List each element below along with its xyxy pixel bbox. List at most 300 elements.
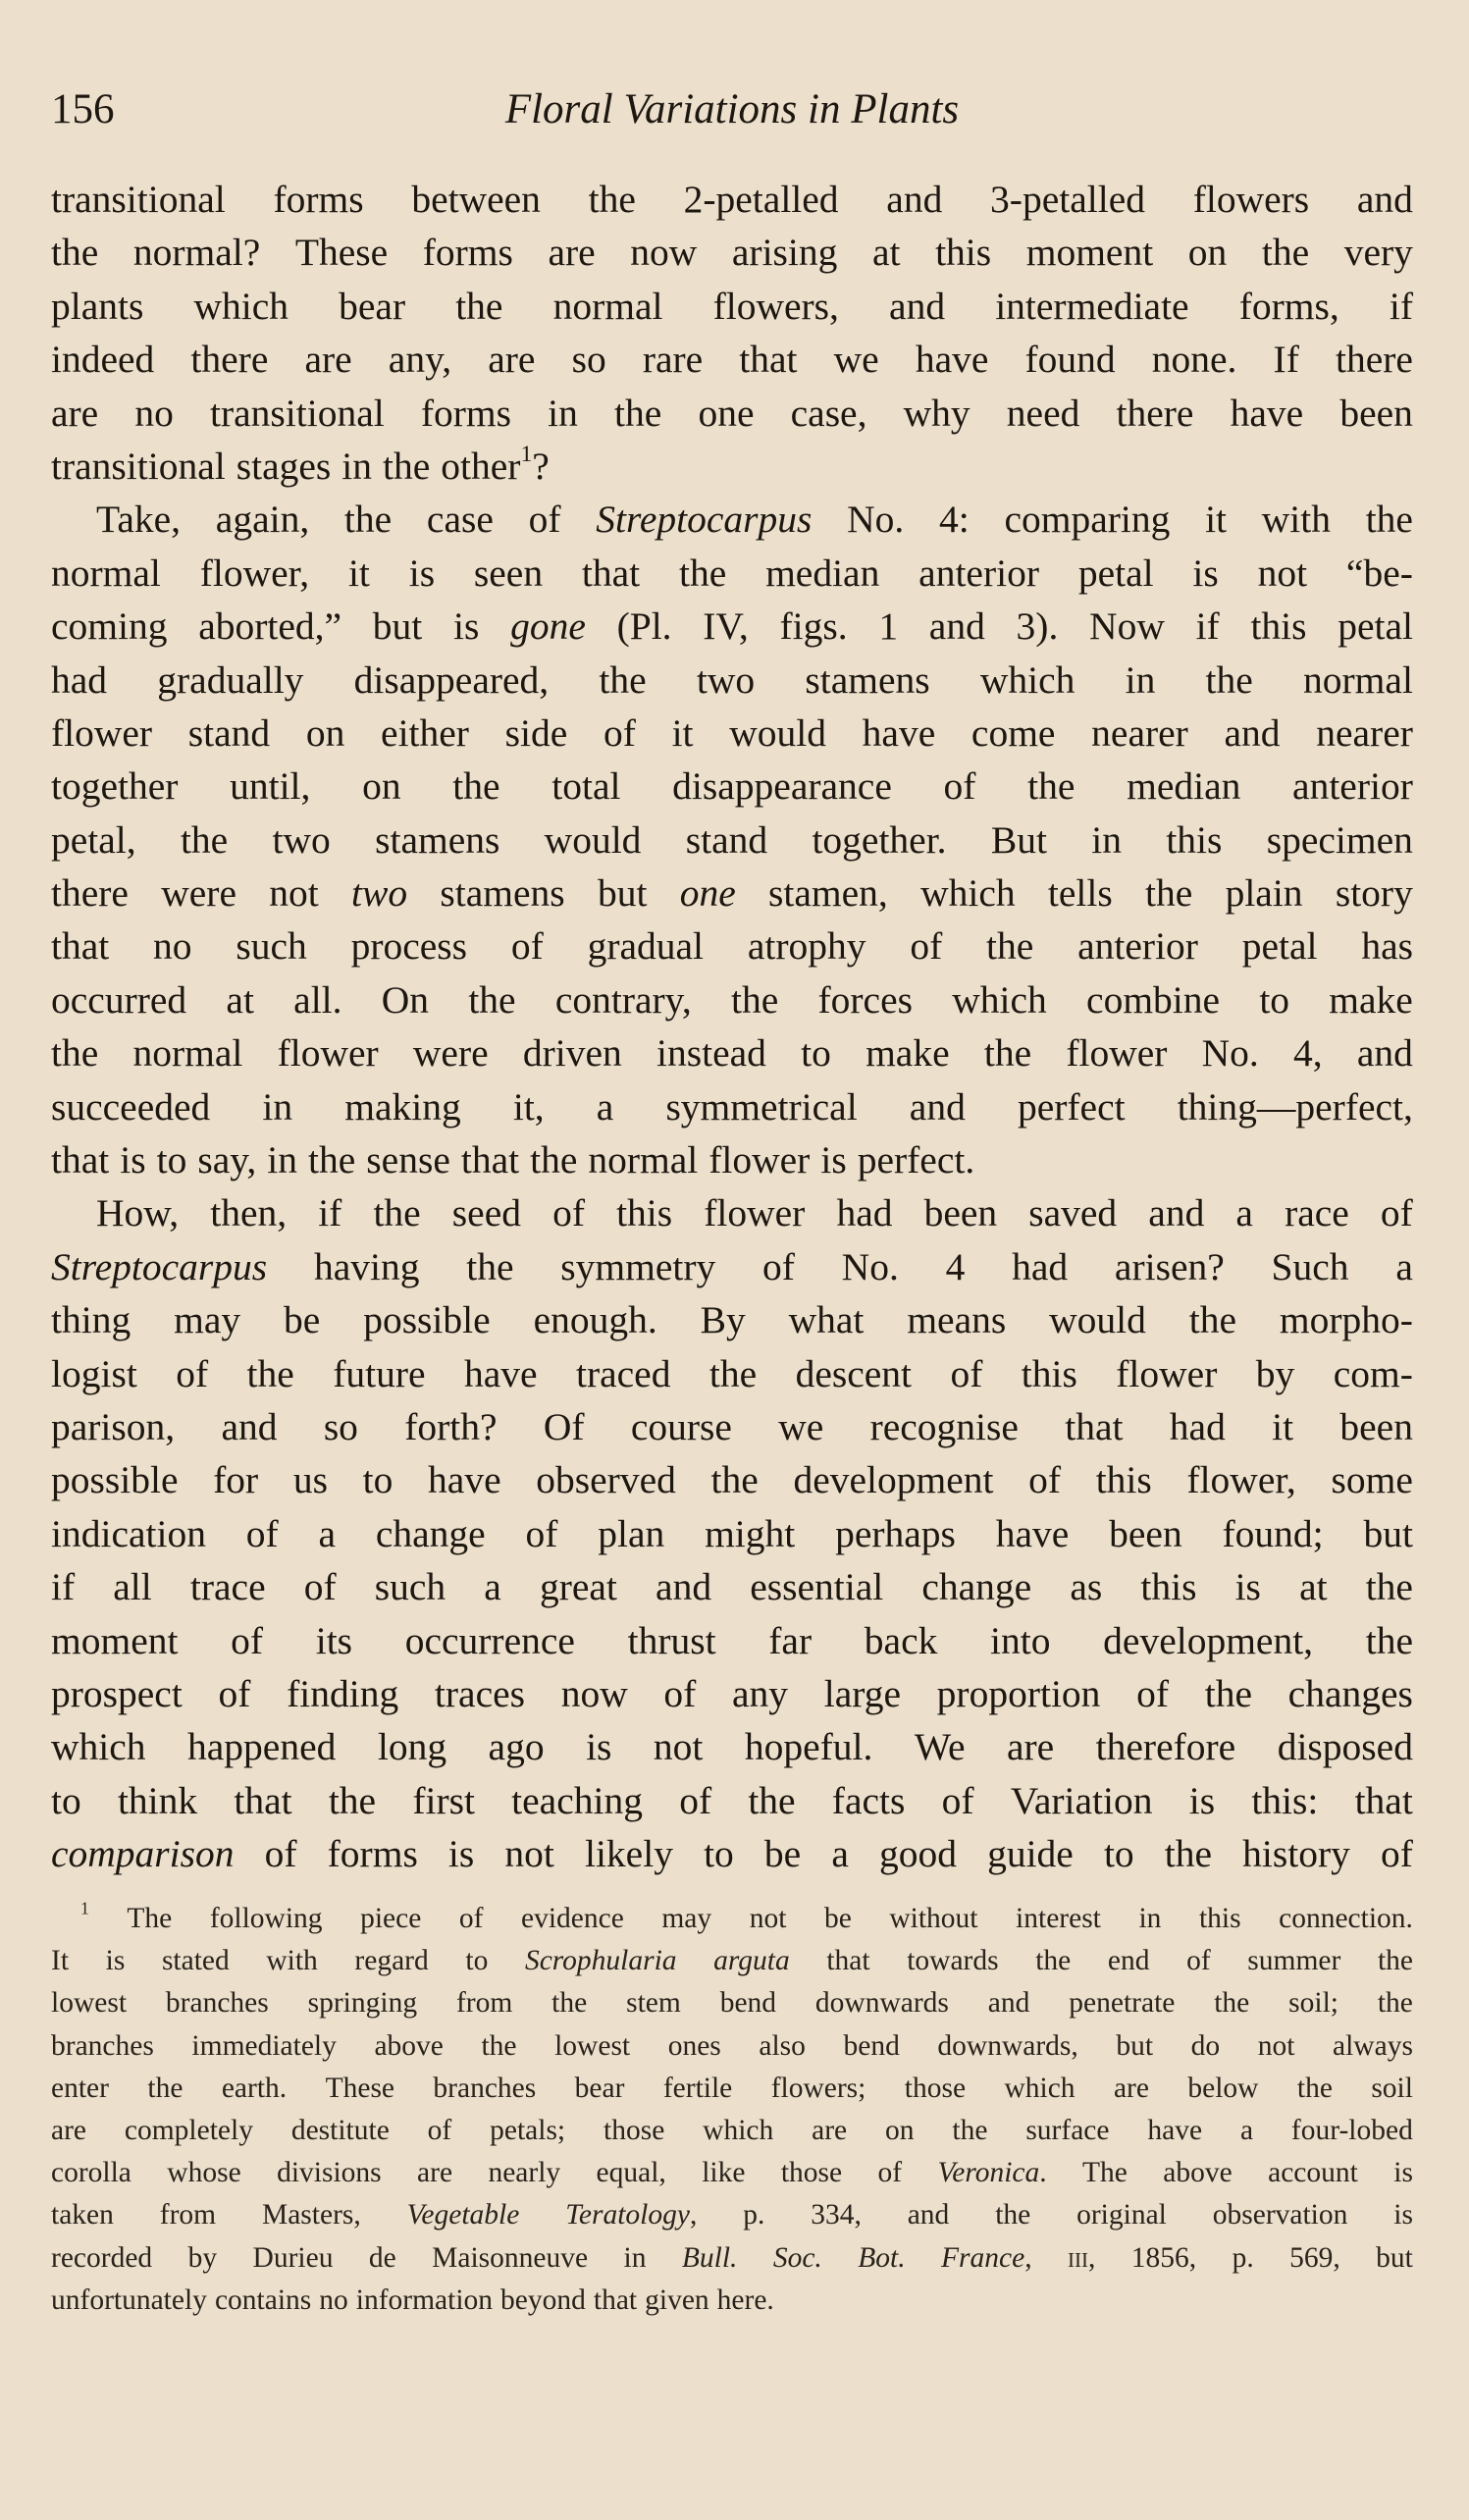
text-run: perfect xyxy=(1017,1084,1126,1129)
word xyxy=(354,654,550,707)
word xyxy=(1231,387,1304,440)
word xyxy=(236,440,332,493)
word xyxy=(942,1774,974,1827)
text-run: gradual xyxy=(587,924,705,969)
word xyxy=(262,2194,361,2236)
word xyxy=(51,1240,267,1293)
text-run: not xyxy=(749,1903,787,1934)
text-run: none. xyxy=(1151,338,1237,382)
text-run: found xyxy=(1024,338,1116,382)
text-run: and xyxy=(886,178,943,221)
text-run: of xyxy=(427,2114,452,2146)
text-run: No. xyxy=(1201,1031,1259,1076)
text-run: of xyxy=(245,1511,279,1555)
word xyxy=(295,226,388,279)
text-run: petal xyxy=(1241,924,1318,969)
word xyxy=(1272,1240,1349,1293)
text-run: is xyxy=(1234,1565,1261,1609)
word xyxy=(553,280,663,333)
word xyxy=(560,1240,715,1293)
word xyxy=(586,1720,611,1773)
text-run: the xyxy=(1365,1565,1413,1609)
word xyxy=(51,2280,207,2322)
text-line xyxy=(51,333,1413,386)
text-line xyxy=(51,1133,1413,1186)
word xyxy=(1187,2068,1258,2110)
text-run: nearer xyxy=(1091,710,1188,755)
word xyxy=(599,654,646,707)
word xyxy=(265,1827,297,1880)
text-run: if xyxy=(51,1565,76,1609)
text-run: of xyxy=(231,1618,264,1662)
word xyxy=(826,1940,869,1982)
text-run: good xyxy=(878,1832,957,1876)
text-run: that xyxy=(51,1138,110,1182)
text-run: petal xyxy=(1338,604,1413,649)
word xyxy=(1251,1774,1318,1827)
word xyxy=(51,387,98,440)
word xyxy=(96,493,181,546)
text-run: great xyxy=(539,1565,617,1609)
word xyxy=(1303,654,1413,707)
text-line xyxy=(51,493,1413,546)
word xyxy=(732,226,838,279)
text-run: thrust xyxy=(627,1618,716,1662)
text-run: the xyxy=(481,2029,517,2062)
text-run: large xyxy=(823,1671,901,1715)
word xyxy=(1027,760,1075,813)
text-run: all xyxy=(113,1565,152,1609)
word xyxy=(176,1347,208,1400)
word xyxy=(530,1133,577,1186)
text-run: teaching xyxy=(511,1778,643,1822)
word xyxy=(1329,973,1413,1026)
text-run: comparing xyxy=(1004,498,1171,542)
word xyxy=(812,814,946,866)
text-run: are xyxy=(1113,2072,1149,2104)
word xyxy=(588,919,704,972)
word xyxy=(748,919,866,972)
word xyxy=(552,1186,585,1239)
word xyxy=(1117,387,1194,440)
word xyxy=(1049,1293,1146,1346)
word xyxy=(1004,493,1170,546)
word xyxy=(1346,547,1413,600)
text-run: either xyxy=(381,710,469,755)
text-run: piece xyxy=(360,1903,422,1934)
text-run: that xyxy=(1354,1778,1413,1822)
word xyxy=(190,333,268,386)
word xyxy=(908,2194,950,2236)
text-run: in xyxy=(341,444,372,488)
word xyxy=(781,2152,842,2194)
text-run: branches xyxy=(433,2072,537,2104)
word xyxy=(1366,493,1413,546)
word xyxy=(1025,333,1116,386)
text-run: for xyxy=(213,1458,259,1502)
text-run: that xyxy=(1065,1404,1124,1448)
word xyxy=(525,1940,677,1982)
word xyxy=(1166,814,1222,866)
word xyxy=(1235,1560,1261,1613)
word xyxy=(858,2237,905,2280)
word xyxy=(529,493,561,546)
text-run: the xyxy=(588,178,636,221)
text-run: in xyxy=(623,2241,647,2274)
word xyxy=(686,814,767,866)
word xyxy=(1262,226,1309,279)
word xyxy=(1069,1982,1175,2024)
text-run: total xyxy=(551,764,621,809)
text-run: bend xyxy=(719,1987,777,2020)
text-run: of xyxy=(1028,1458,1062,1502)
word xyxy=(1148,1186,1204,1239)
text-run: at xyxy=(226,977,254,1022)
word xyxy=(920,866,1016,919)
text-run: this xyxy=(1166,817,1223,862)
word xyxy=(363,1293,490,1346)
word xyxy=(133,226,260,279)
word xyxy=(262,1080,292,1133)
text-run: of xyxy=(525,1511,558,1555)
text-run: ago xyxy=(488,1725,545,1769)
word xyxy=(582,547,640,600)
word xyxy=(820,1133,846,1186)
text-run: be xyxy=(763,1832,802,1876)
word xyxy=(51,654,107,707)
word xyxy=(1250,600,1306,653)
word xyxy=(995,280,1188,333)
text-run: it xyxy=(347,551,370,595)
text-run: together. xyxy=(812,817,947,862)
word xyxy=(565,2194,697,2236)
word xyxy=(589,173,636,226)
word xyxy=(51,2152,131,2194)
text-run: have xyxy=(995,1511,1070,1555)
text-run: flower xyxy=(708,1138,811,1182)
text-run: of xyxy=(910,924,943,969)
word xyxy=(1299,1560,1328,1613)
word xyxy=(842,1240,899,1293)
text-run: By xyxy=(700,1298,746,1342)
text-run: unfortunately xyxy=(51,2284,207,2316)
text-run: first xyxy=(412,1778,475,1822)
word xyxy=(1393,2152,1413,2194)
text-run: flower xyxy=(704,1191,806,1235)
text-line xyxy=(51,547,1413,600)
text-run: Teratology xyxy=(565,2199,690,2231)
text-run: disappearance xyxy=(672,764,892,809)
word xyxy=(341,440,372,493)
word xyxy=(872,226,901,279)
text-run: has xyxy=(1361,924,1413,969)
text-run: be xyxy=(823,1903,852,1934)
text-run: is xyxy=(1393,2157,1413,2189)
word xyxy=(818,973,914,1026)
word xyxy=(656,1560,711,1613)
text-run: plan xyxy=(598,1511,665,1555)
text-run: normal xyxy=(1303,657,1413,702)
word xyxy=(287,1667,398,1720)
word xyxy=(513,1080,545,1133)
word xyxy=(51,1080,210,1133)
word xyxy=(703,600,748,653)
word xyxy=(624,2237,647,2280)
text-run: this xyxy=(935,231,992,275)
word xyxy=(160,2194,216,2236)
text-run: the xyxy=(678,551,727,595)
word xyxy=(1115,1240,1225,1293)
text-run: occurred xyxy=(51,977,187,1022)
word xyxy=(1378,1940,1413,1982)
word xyxy=(511,919,544,972)
text-line xyxy=(51,1240,1413,1293)
text-line xyxy=(51,1827,1413,1880)
text-run: change xyxy=(921,1565,1032,1609)
text-line xyxy=(51,1720,1413,1773)
word xyxy=(375,814,499,866)
text-run: end xyxy=(1107,1945,1150,1977)
word xyxy=(465,1940,488,1982)
text-run: the xyxy=(51,231,99,275)
text-run: the xyxy=(383,444,431,488)
text-run: the xyxy=(1188,1298,1237,1342)
word xyxy=(704,1186,805,1239)
word xyxy=(1355,1774,1413,1827)
word xyxy=(904,387,971,440)
word xyxy=(1338,600,1413,653)
text-line xyxy=(51,280,1413,333)
text-run: a xyxy=(318,1511,337,1555)
text-run: the xyxy=(986,924,1034,969)
text-run: anterior xyxy=(1077,924,1198,969)
text-run: disposed xyxy=(1277,1725,1413,1769)
word xyxy=(304,1560,337,1613)
text-run: ones xyxy=(667,2029,721,2062)
text-run: of xyxy=(1186,1945,1211,1977)
text-run: were xyxy=(412,1031,489,1076)
text-run: the xyxy=(1145,871,1193,916)
text-run: Such xyxy=(1271,1244,1349,1288)
text-run: may xyxy=(661,1903,712,1934)
word xyxy=(427,493,494,546)
text-run: to xyxy=(362,1458,393,1502)
text-run: springing xyxy=(307,1987,418,2020)
word xyxy=(1316,707,1413,760)
text-run: stem xyxy=(626,1987,681,2020)
text-run: that xyxy=(460,1138,520,1182)
text-run: and xyxy=(1356,1031,1413,1076)
text-run: would xyxy=(544,817,642,862)
word xyxy=(51,547,161,600)
word xyxy=(1114,2068,1149,2110)
text-run: figs. xyxy=(779,604,848,649)
word xyxy=(916,333,989,386)
word xyxy=(1259,973,1289,1026)
text-run: It xyxy=(51,1945,70,1977)
text-run: If xyxy=(1273,338,1299,382)
word xyxy=(663,2068,732,2110)
word xyxy=(1366,1614,1413,1667)
text-run: not xyxy=(1257,551,1308,595)
text-run: the xyxy=(343,498,393,542)
footnote-marker: 1 xyxy=(520,442,533,468)
text-run: have xyxy=(1230,391,1304,435)
word xyxy=(1086,973,1220,1026)
word xyxy=(585,1827,673,1880)
text-run: Vegetable xyxy=(406,2199,520,2231)
text-run: 1 xyxy=(878,604,899,649)
text-run: the xyxy=(1214,1987,1250,2020)
text-run: come xyxy=(971,710,1056,755)
word xyxy=(1242,919,1318,972)
text-run: changes xyxy=(1287,1671,1413,1715)
footnote-line xyxy=(51,2280,1413,2322)
text-run: there xyxy=(51,871,129,916)
text-run: would xyxy=(729,710,826,755)
text-run: finding xyxy=(287,1671,399,1715)
word xyxy=(702,2152,745,2194)
text-run: logist xyxy=(51,1351,137,1395)
text-run: are xyxy=(51,2114,87,2146)
word xyxy=(1048,866,1113,919)
footnote-line xyxy=(51,1898,1413,1940)
text-run: flower, xyxy=(1186,1458,1296,1502)
word xyxy=(778,1400,823,1453)
word xyxy=(215,2280,311,2322)
text-run: nearer xyxy=(1316,710,1413,755)
word xyxy=(51,600,167,653)
word xyxy=(404,1400,497,1453)
text-run: of xyxy=(218,1671,251,1715)
word xyxy=(344,1080,460,1133)
text-run: have xyxy=(1147,2114,1203,2146)
text-run: future xyxy=(333,1351,426,1395)
text-run: “be- xyxy=(1345,551,1413,595)
text-run: lowest xyxy=(51,1987,128,2020)
word xyxy=(1025,2110,1109,2152)
word xyxy=(51,2025,154,2068)
text-run: change xyxy=(375,1511,486,1555)
text-run: the xyxy=(455,284,503,328)
text-run: a xyxy=(1235,1191,1253,1235)
text-run: Now xyxy=(1089,604,1165,649)
word xyxy=(597,1080,614,1133)
word xyxy=(988,1982,1030,2024)
text-run: that xyxy=(826,1945,870,1977)
word xyxy=(748,1774,795,1827)
text-run: observation xyxy=(1212,2199,1348,2231)
word xyxy=(339,280,405,333)
word xyxy=(801,1026,831,1079)
word xyxy=(1138,1898,1161,1940)
text-run: until, xyxy=(230,764,311,809)
word xyxy=(811,2194,862,2236)
word xyxy=(697,654,755,707)
text-run: Streptocarpus xyxy=(51,1244,268,1288)
word xyxy=(181,814,228,866)
text-run: forth? xyxy=(404,1404,498,1448)
text-run: in xyxy=(267,1138,298,1182)
text-run: is xyxy=(105,1945,126,1977)
text-line xyxy=(51,600,1413,653)
text-run: from xyxy=(159,2199,217,2231)
text-run: of xyxy=(510,924,544,969)
text-run: Scrophularia xyxy=(524,1945,677,1977)
word xyxy=(768,1614,812,1667)
text-run: of xyxy=(264,1832,297,1876)
text-run: in xyxy=(1138,1903,1162,1934)
word xyxy=(246,1507,279,1560)
text-run: of xyxy=(1381,1832,1413,1876)
word xyxy=(455,280,502,333)
text-line xyxy=(51,1507,1413,1560)
word xyxy=(739,333,797,386)
word xyxy=(1288,1982,1338,2024)
text-run: flower, xyxy=(199,551,310,595)
word xyxy=(1371,2068,1413,2110)
word xyxy=(466,1240,513,1293)
word xyxy=(412,1774,475,1827)
text-run: not xyxy=(653,1725,704,1769)
word xyxy=(461,1133,519,1186)
text-run: what xyxy=(788,1298,865,1342)
text-run: and xyxy=(1148,1191,1205,1235)
word xyxy=(324,1400,358,1453)
word xyxy=(1288,1667,1413,1720)
text-run: in xyxy=(1125,657,1156,702)
word xyxy=(628,1614,716,1667)
text-run: happened xyxy=(187,1725,337,1769)
text-run: to xyxy=(704,1832,734,1876)
text-run: make xyxy=(1329,977,1413,1022)
text-run: is xyxy=(1192,551,1219,595)
word xyxy=(304,333,351,386)
word xyxy=(51,2194,114,2236)
text-run: always xyxy=(1333,2029,1413,2062)
word xyxy=(318,1186,341,1239)
text-run: Of xyxy=(543,1404,585,1448)
word xyxy=(847,493,904,546)
text-run: is xyxy=(586,1725,612,1769)
word xyxy=(631,1400,732,1453)
text-run: anterior xyxy=(918,551,1039,595)
text-run: flower xyxy=(1066,1031,1168,1076)
page-number: 156 xyxy=(51,86,115,132)
text-run: the xyxy=(1204,1671,1252,1715)
text-run: soil xyxy=(1371,2072,1413,2104)
text-run: anterior xyxy=(1292,764,1413,809)
word xyxy=(329,1774,376,1827)
word xyxy=(213,1453,258,1506)
word xyxy=(210,1186,287,1239)
word xyxy=(991,814,1047,866)
text-run: no xyxy=(134,391,174,435)
word xyxy=(319,1507,337,1560)
word xyxy=(910,919,942,972)
word xyxy=(1202,1026,1259,1079)
word xyxy=(253,2237,334,2280)
word xyxy=(51,1667,183,1720)
text-run: divisions xyxy=(277,2157,382,2189)
word xyxy=(679,547,726,600)
word xyxy=(705,1507,795,1560)
text-run: p. xyxy=(743,2199,765,2231)
word xyxy=(703,2110,773,2152)
word xyxy=(1235,1186,1253,1239)
text-run: a xyxy=(596,1084,614,1129)
word xyxy=(200,547,309,600)
